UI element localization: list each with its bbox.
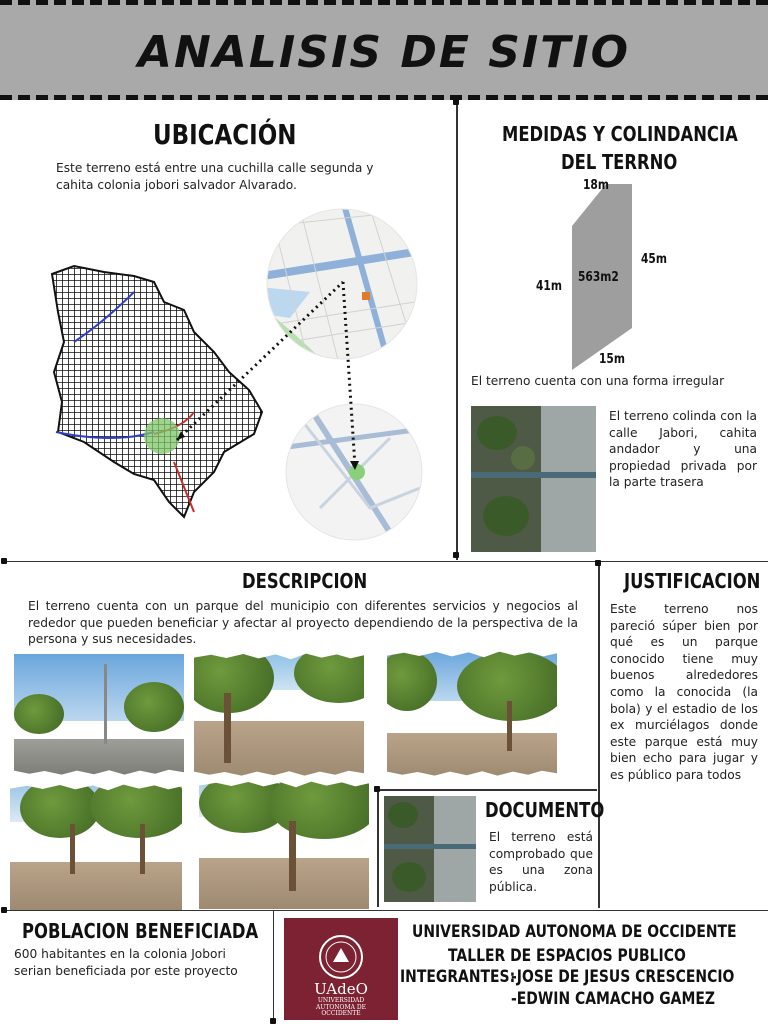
logo-line2: AUTONOMA DE xyxy=(315,1003,367,1011)
divider-node xyxy=(453,552,459,558)
header-banner xyxy=(0,0,768,100)
park-photo-4 xyxy=(10,784,182,910)
university-seal-icon xyxy=(318,934,364,980)
divider-vertical-justificacion xyxy=(598,562,600,908)
poblacion-text: 600 habitantes en la colonia Jobori serian beneficiada por este proyecto xyxy=(14,947,238,978)
footer-member-1: -JOSE DE JESUS CRESCENCIO xyxy=(511,967,735,987)
divider-vertical-top xyxy=(456,102,458,560)
logo-line1: UNIVERSIDAD xyxy=(317,997,365,1004)
divider-node xyxy=(1,907,7,913)
divider-node xyxy=(453,99,459,105)
park-photo-3 xyxy=(387,651,557,777)
measure-bottom: 15m xyxy=(599,352,625,367)
ubicacion-text: Este terreno está entre una cuchilla calle segunda y cahita colonia jobori salvador Alvarado. xyxy=(56,161,374,192)
park-photo-1 xyxy=(14,654,184,776)
dashed-border-top xyxy=(0,0,768,5)
logo-line3: OCCIDENTE xyxy=(321,1010,361,1017)
park-photo-5 xyxy=(199,781,369,909)
footer-university: UNIVERSIDAD AUTONOMA DE OCCIDENTE xyxy=(412,922,737,942)
measure-top: 18m xyxy=(583,178,609,193)
documento-heading: DOCUMENTO xyxy=(485,798,605,822)
logo-subtitle xyxy=(284,998,398,1018)
divider-horizontal-mid xyxy=(4,561,768,562)
forma-text: El terreno cuenta con una forma irregular xyxy=(471,374,725,388)
divider-node xyxy=(374,786,380,792)
ubicacion-heading: UBICACIÓN xyxy=(153,118,297,151)
justificacion-text: Este terreno nos pareció súper bien por qué es un parque conocido tiene muy buenos alrededores como la conocida (la bola) y el estadio de los ex murciélagos donde este parque está muy bien echo para jugar y es público para todos xyxy=(610,602,758,782)
documento-aerial-photo xyxy=(384,796,476,902)
logo-name: UAdeO xyxy=(314,980,368,998)
divider-node xyxy=(1,558,7,564)
divider-horizontal-bottom xyxy=(4,910,768,911)
measure-area: 563m2 xyxy=(578,270,619,285)
poblacion-heading: POBLACION BENEFICIADA xyxy=(22,919,259,943)
measure-right: 45m xyxy=(641,252,667,267)
divider-node xyxy=(595,560,601,566)
divider-node xyxy=(270,1018,276,1024)
colinda-text: El terreno colinda con la calle Jabori, cahita andador y una propiedad privada por la parte trasera xyxy=(609,409,757,490)
park-photo-2 xyxy=(194,653,364,777)
university-logo xyxy=(284,918,398,1020)
descripcion-text: El terreno cuenta con un parque del municipio con diferentes servicios y negocios al rededor que pueden beneficiar y afectar al proyecto dependiendo de la perspectiva de la persona y sus necesidades. xyxy=(28,599,578,647)
zoom-connector-lines xyxy=(175,270,365,480)
footer-integrantes-label: INTEGRANTES: xyxy=(400,967,516,987)
footer-taller: TALLER DE ESPACIOS PUBLICO xyxy=(448,946,686,966)
medidas-heading-line1: MEDIDAS Y COLINDANCIA xyxy=(502,122,738,146)
page-title: ANALISIS DE SITIO xyxy=(137,27,631,78)
aerial-photo xyxy=(471,406,596,552)
documento-text: El terreno está comprobado que es una zona pública. xyxy=(489,830,593,894)
footer-member-2: -EDWIN CAMACHO GAMEZ xyxy=(511,989,715,1009)
descripcion-heading: DESCRIPCION xyxy=(242,569,368,593)
justificacion-heading: JUSTIFICACION xyxy=(624,569,761,593)
divider-vertical-footer xyxy=(273,910,274,1024)
medidas-heading-line2: DEL TERRNO xyxy=(561,150,678,174)
measure-left: 41m xyxy=(536,279,562,294)
dashed-border-bottom xyxy=(0,95,768,100)
